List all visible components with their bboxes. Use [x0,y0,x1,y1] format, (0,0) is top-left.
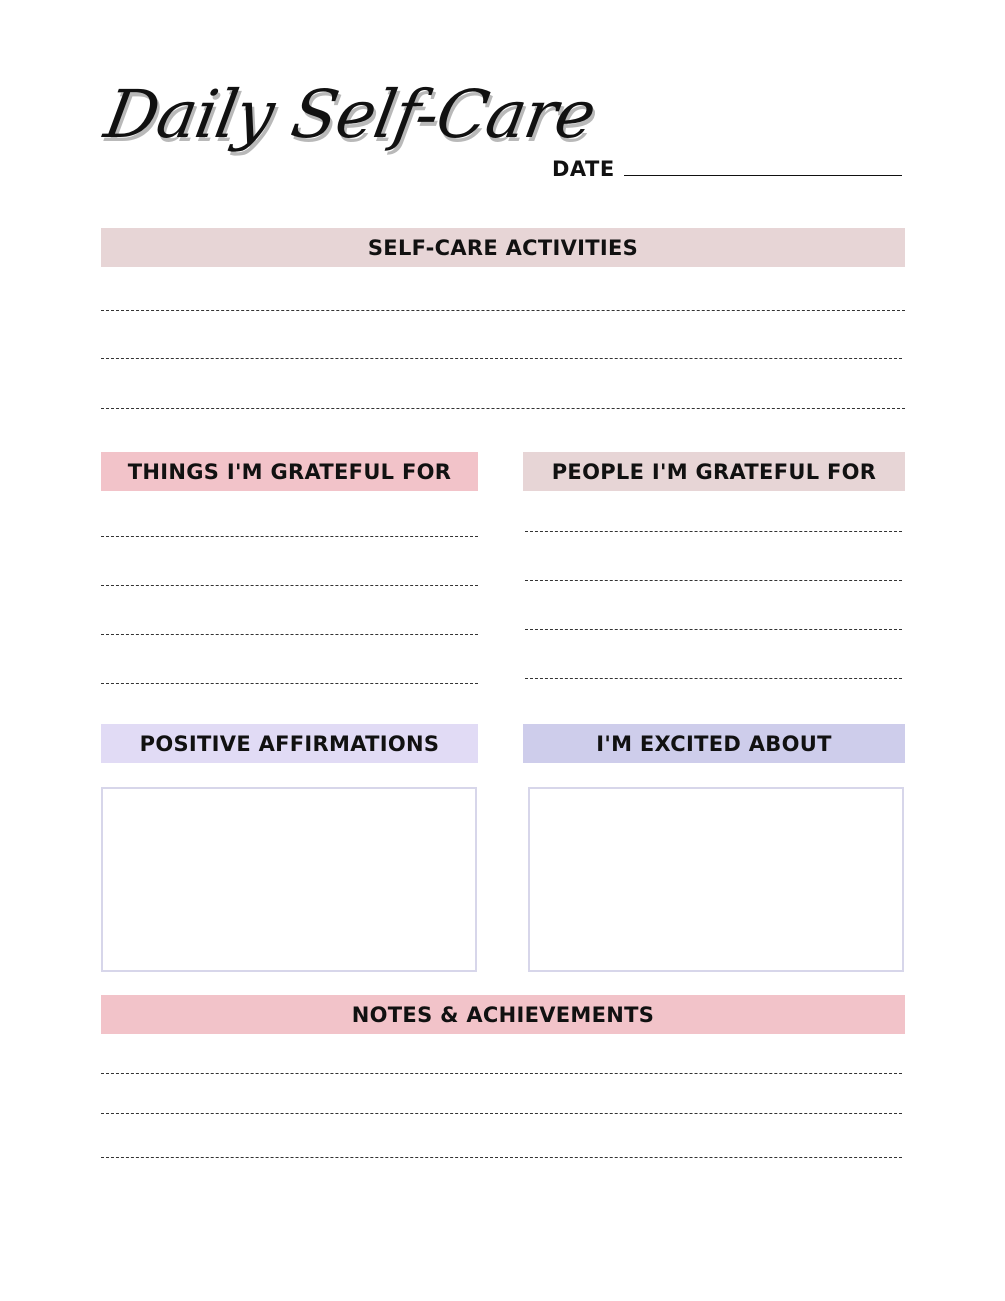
things-grateful-line-4[interactable] [101,683,478,684]
self-care-line-2[interactable] [101,358,902,359]
excited-about-header: I'M EXCITED ABOUT [523,724,905,763]
notes-line-2[interactable] [101,1113,902,1114]
people-grateful-line-1[interactable] [525,531,902,532]
people-grateful-line-4[interactable] [525,678,902,679]
notes-achievements-header: NOTES & ACHIEVEMENTS [101,995,905,1034]
self-care-activities-header: SELF-CARE ACTIVITIES [101,228,905,267]
things-grateful-header: THINGS I'M GRATEFUL FOR [101,452,478,491]
notes-line-3[interactable] [101,1157,902,1158]
people-grateful-header: PEOPLE I'M GRATEFUL FOR [523,452,905,491]
self-care-line-1[interactable] [101,310,905,311]
things-grateful-line-2[interactable] [101,585,478,586]
date-label: DATE [552,157,615,181]
excited-about-box[interactable] [528,787,904,972]
things-grateful-line-3[interactable] [101,634,478,635]
people-grateful-line-2[interactable] [525,580,902,581]
positive-affirmations-header: POSITIVE AFFIRMATIONS [101,724,478,763]
page-title: Daily Self-Care [99,76,601,153]
date-input-line[interactable] [624,175,902,176]
self-care-line-3[interactable] [101,408,905,409]
affirmations-box[interactable] [101,787,477,972]
people-grateful-line-3[interactable] [525,629,902,630]
things-grateful-line-1[interactable] [101,536,478,537]
notes-line-1[interactable] [101,1073,902,1074]
